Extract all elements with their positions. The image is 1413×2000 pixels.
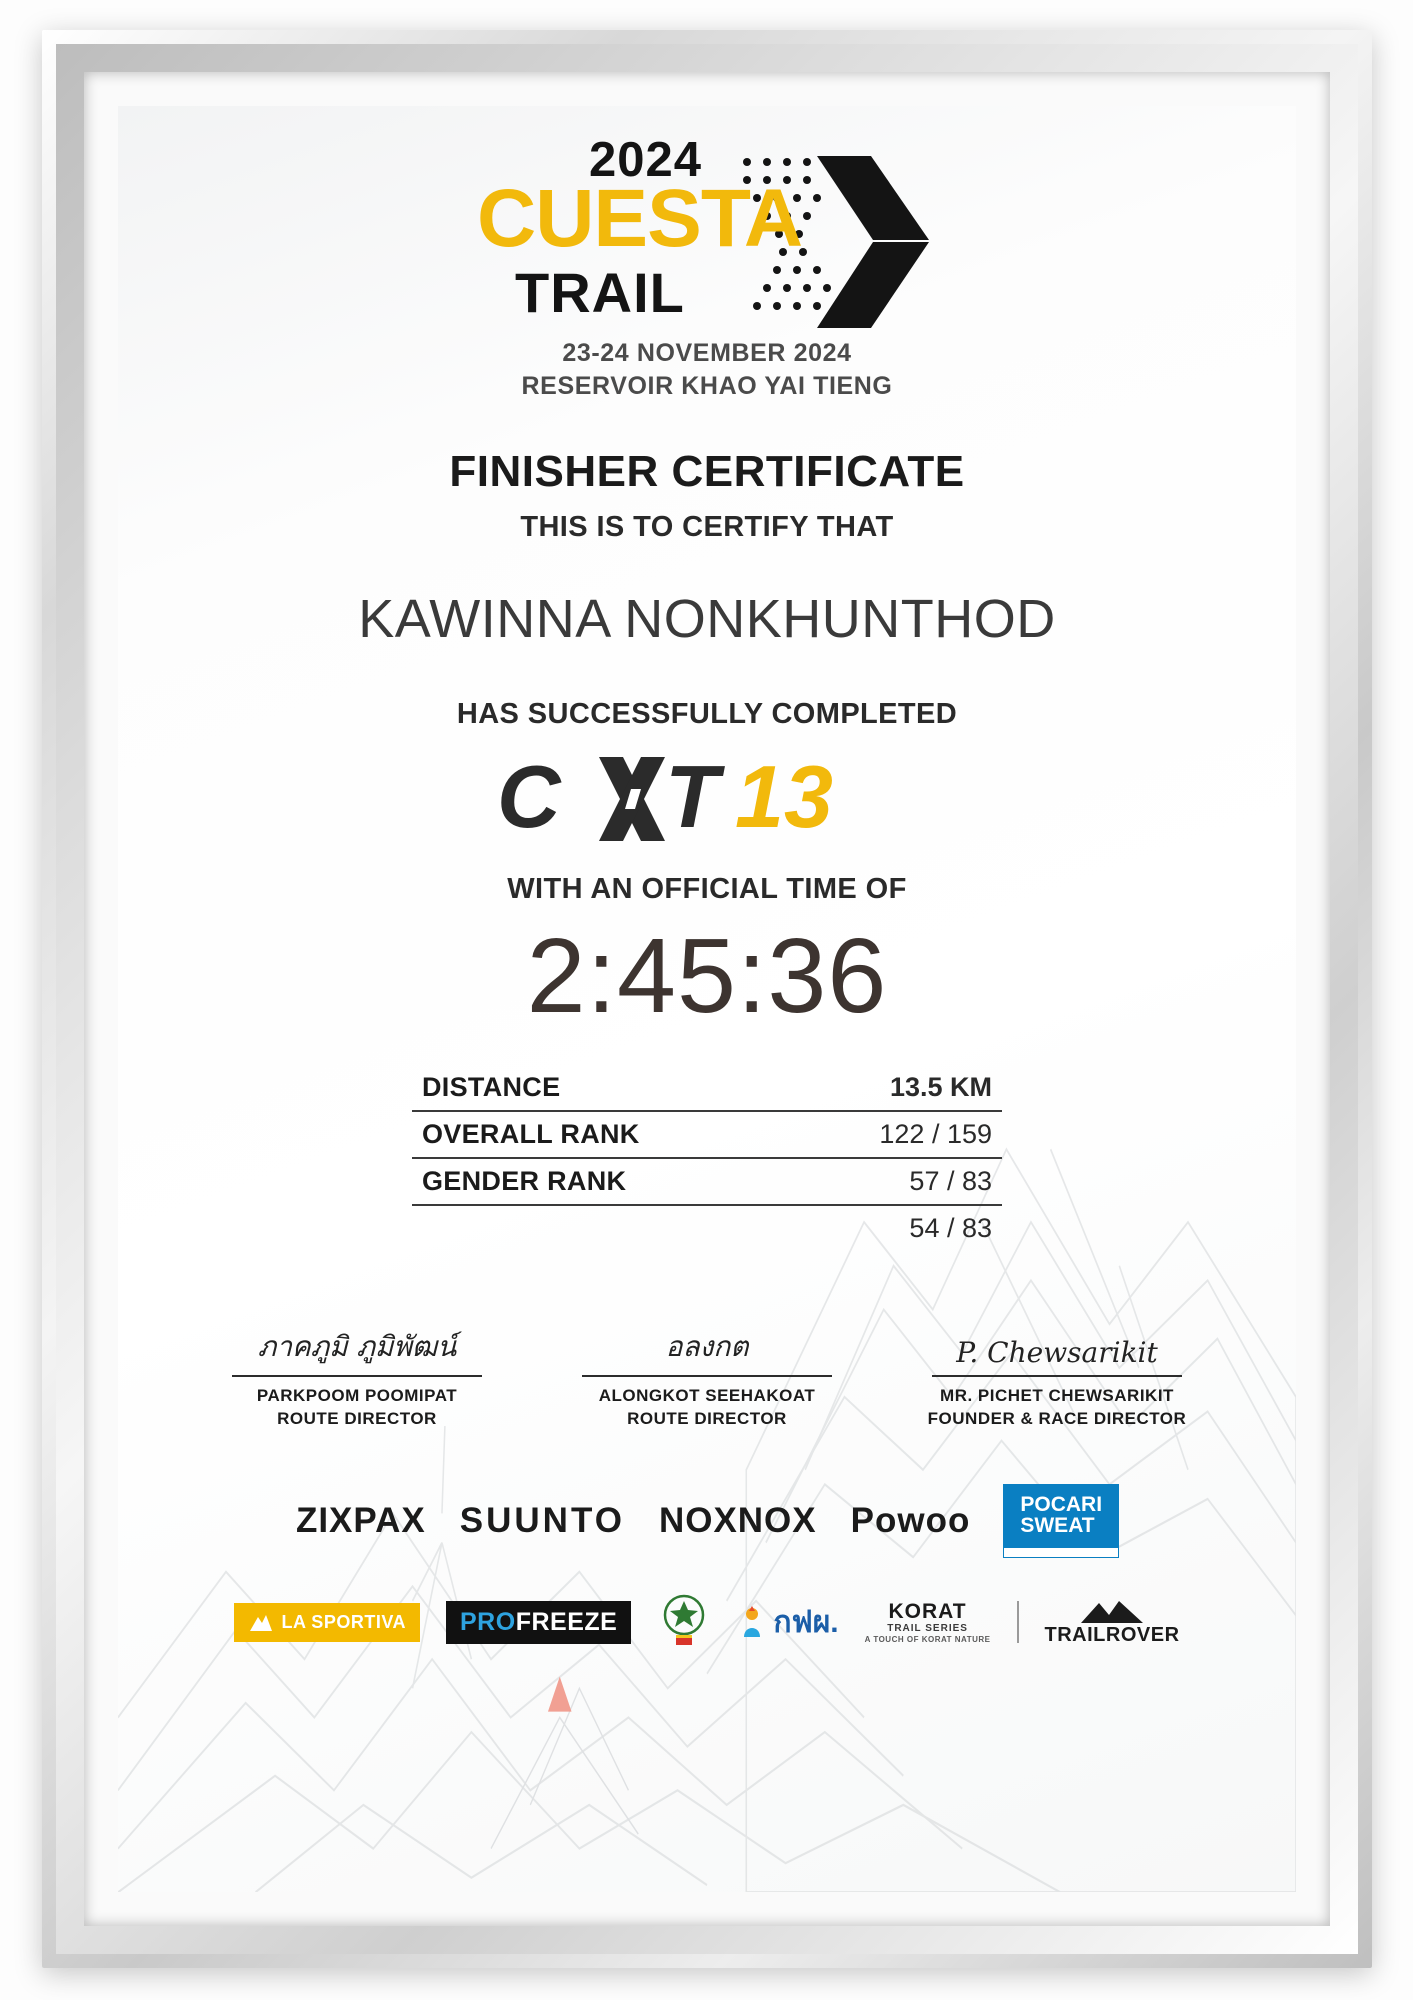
certificate-content bbox=[118, 134, 1296, 1892]
mountain-icon bbox=[1075, 1599, 1149, 1625]
sponsor-egat bbox=[737, 1599, 838, 1646]
result-value: 54 / 83 bbox=[909, 1213, 992, 1243]
result-label bbox=[412, 1205, 791, 1251]
signature-name: PARKPOOM POOMIPAT bbox=[256, 1386, 458, 1405]
sponsor-korat-trail-series bbox=[865, 1600, 991, 1645]
result-value: 13.5 KM bbox=[791, 1065, 1002, 1111]
mountain-icon bbox=[248, 1612, 274, 1632]
certificate-subtitle: THIS IS TO CERTIFY THAT bbox=[520, 511, 894, 543]
race-logo-number: 13 bbox=[735, 747, 833, 846]
sponsor-zixpax: ZIXPAX bbox=[295, 1501, 426, 1540]
official-time-label: WITH AN OFFICIAL TIME OF bbox=[507, 873, 907, 905]
sponsor-suunto: SUUNTO bbox=[459, 1501, 625, 1540]
event-date: 23-24 NOVEMBER 2024 bbox=[562, 339, 852, 367]
result-value: 57 / 83 bbox=[791, 1158, 1002, 1205]
garuda-emblem-icon bbox=[657, 1593, 711, 1651]
event-venue: RESERVOIR KHAO YAI TIENG bbox=[521, 372, 893, 400]
runner-name: KAWINNA NONKHUNTHOD bbox=[358, 589, 1056, 649]
sponsor-row-primary bbox=[118, 1485, 1296, 1557]
sponsor-pocari-sweat bbox=[1004, 1485, 1118, 1557]
completed-label: HAS SUCCESSFULLY COMPLETED bbox=[456, 698, 958, 730]
signature-name: MR. PICHET CHEWSARIKIT bbox=[940, 1386, 1174, 1405]
race-logo bbox=[497, 747, 917, 846]
sponsor-trailrover-label: TRAILROVER bbox=[1044, 1624, 1180, 1646]
signature-mark: P. Chewsarikit bbox=[956, 1336, 1158, 1369]
sponsor-la-sportiva bbox=[234, 1603, 420, 1642]
egat-mascot-icon bbox=[737, 1605, 767, 1639]
table-row bbox=[412, 1205, 1002, 1251]
signature-role: ROUTE DIRECTOR bbox=[627, 1409, 787, 1428]
sponsor-la-sportiva-label: LA SPORTIVA bbox=[281, 1611, 406, 1632]
race-logo-t: T bbox=[665, 747, 719, 846]
picture-frame bbox=[42, 30, 1372, 1968]
signature-name: ALONGKOT SEEHAKOAT bbox=[598, 1386, 816, 1405]
sponsor-pocari-line2: SWEAT bbox=[1020, 1514, 1095, 1537]
sponsor-korat-label: KORAT bbox=[888, 1599, 967, 1623]
sponsor-pro-label: PRO bbox=[460, 1607, 516, 1636]
signature-rule bbox=[232, 1375, 482, 1377]
sponsor-freeze-label: FREEZE bbox=[515, 1607, 618, 1636]
certificate-title: FINISHER CERTIFICATE bbox=[449, 447, 965, 496]
sponsor-pocari-line1: POCARI bbox=[1020, 1493, 1103, 1516]
signature-rule bbox=[582, 1375, 832, 1377]
event-logo bbox=[477, 134, 937, 329]
frame-bevel bbox=[56, 44, 1358, 1954]
logo-cuesta: CUESTA bbox=[477, 173, 803, 264]
result-label: DISTANCE bbox=[412, 1065, 791, 1111]
signature-role: ROUTE DIRECTOR bbox=[277, 1409, 437, 1428]
result-label: GENDER RANK bbox=[412, 1158, 791, 1205]
signature-mark: อลงกต bbox=[665, 1330, 749, 1363]
signature-mark: ภาคภูมิ ภูมิพัฒน์ bbox=[257, 1330, 457, 1363]
signature-block bbox=[118, 1313, 1296, 1429]
signature-2 bbox=[572, 1313, 842, 1429]
sponsor-korat-tagline: A TOUCH OF KORAT NATURE bbox=[864, 1634, 991, 1644]
table-row bbox=[412, 1065, 1002, 1111]
result-value: 122 / 159 bbox=[791, 1111, 1002, 1158]
certificate-paper bbox=[118, 106, 1296, 1892]
logo-trail: TRAIL bbox=[515, 261, 685, 324]
signature-1 bbox=[222, 1313, 492, 1429]
logo-year: 2024 bbox=[589, 133, 703, 187]
signature-3 bbox=[922, 1313, 1192, 1429]
sponsor-powoo: Powoo bbox=[850, 1501, 971, 1540]
table-row bbox=[412, 1111, 1002, 1158]
sponsor-korat-sub: TRAIL SERIES bbox=[887, 1622, 968, 1634]
results-table bbox=[412, 1065, 1002, 1251]
result-label: OVERALL RANK bbox=[412, 1111, 791, 1158]
table-row bbox=[412, 1158, 1002, 1205]
sponsor-row-secondary bbox=[118, 1593, 1296, 1651]
race-logo-c: C bbox=[497, 747, 559, 846]
sponsor-egat-label: กฟผ. bbox=[773, 1605, 839, 1639]
sponsor-divider bbox=[1017, 1601, 1019, 1643]
signature-role: FOUNDER & RACE DIRECTOR bbox=[927, 1409, 1187, 1428]
frame-inner-shadow bbox=[84, 72, 1330, 1926]
signature-rule bbox=[932, 1375, 1182, 1377]
sponsor-trailrover bbox=[1045, 1599, 1180, 1645]
sponsor-noxnox: NOXNOX bbox=[658, 1501, 817, 1540]
finish-time: 2:45:36 bbox=[526, 917, 888, 1035]
sponsor-pro-freeze bbox=[446, 1601, 631, 1644]
